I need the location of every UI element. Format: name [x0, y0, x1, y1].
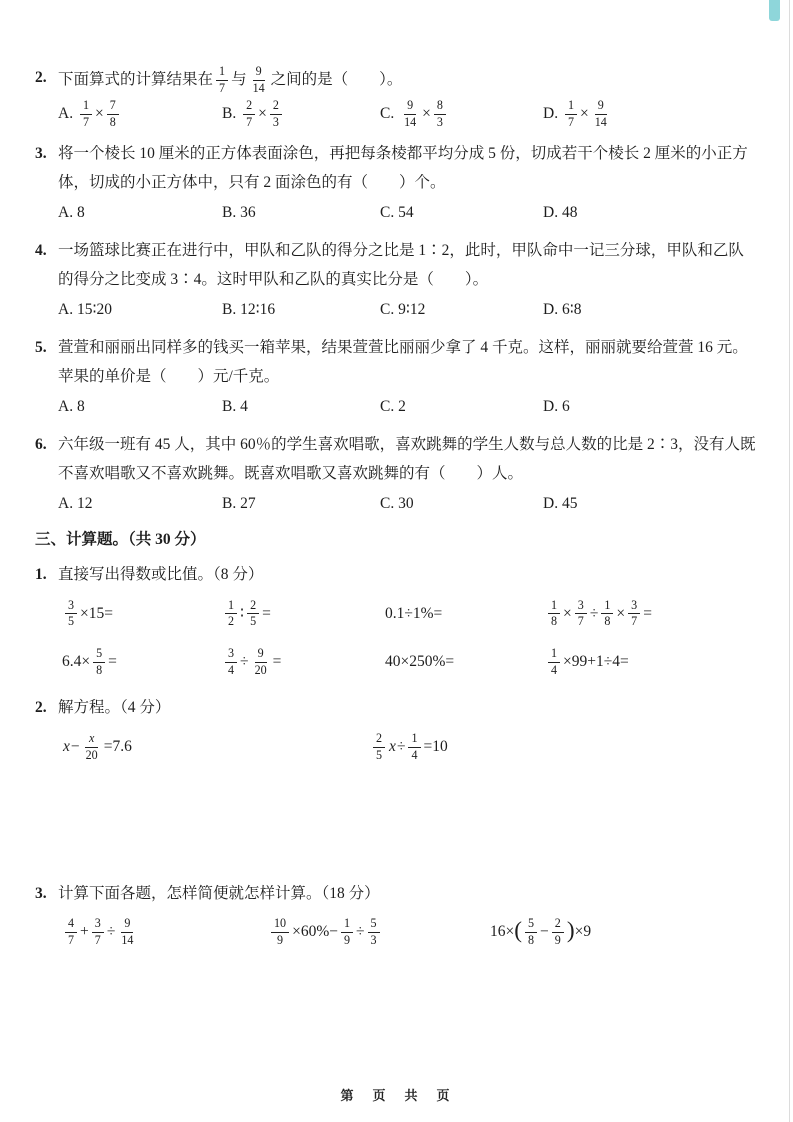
fraction: $\frac{3}{7}$ [628, 598, 640, 630]
question-3-number: 3. [35, 144, 47, 162]
fraction: $\frac{2}{3}$ [270, 98, 282, 130]
page-edge-line [789, 0, 790, 1122]
question-4 [35, 237, 759, 325]
question-5 [35, 334, 759, 422]
question-3-stem: 将一个棱长 10 厘米的正方体表面涂色，再把每条棱都平均分成 5 份，切成若干个棱长 2 厘米的小正方体，切成的小正方体中，只有 2 面涂色的有（ ）个。 [58, 144, 748, 191]
fraction: $\frac{1}{7}$ [80, 98, 92, 130]
mental-expr-8: $\frac{1}{4}$ ×99+1÷4= [545, 646, 759, 678]
fraction: $\frac{2}{9}$ [552, 916, 564, 948]
question-6-stem: 六年级一班有 45 人，其中 60％的学生喜欢唱歌，喜欢跳舞的学生人数与总人数的比是 2∶3，没有人既不喜欢唱歌又不喜欢跳舞。既喜欢唱歌又喜欢跳舞的有（ ）人。 [58, 435, 756, 482]
fraction: $\frac{2}{7}$ [243, 98, 255, 130]
question-2-number: 2. [35, 69, 47, 86]
fraction: $\frac{3}{5}$ [65, 598, 77, 630]
fraction: $\frac{10}{9}$ [271, 916, 289, 948]
simplify-expr-3: 16×( $\frac{5}{8}$ − $\frac{2}{9}$ )×9 [490, 916, 592, 948]
mental-expr-5: 6.4× $\frac{5}{8}$ = [62, 645, 117, 677]
question-2-option-a: A. $\frac{1}{7}$ × $\frac{7}{8}$ [58, 98, 222, 130]
question-3-option-a: A. 8 [58, 204, 85, 222]
equation-1: x− $\frac{x}{20}$ =7.6 [63, 731, 132, 762]
fraction: $\frac{9}{14}$ [252, 64, 265, 95]
mental-calc-grid [35, 598, 759, 679]
question-6 [35, 431, 759, 519]
question-6-option-c: C. 30 [380, 495, 414, 513]
question-6-option-b: B. 27 [222, 495, 256, 513]
equation-2: $\frac{2}{5}$ x÷ $\frac{1}{4}$ =10 [370, 731, 759, 763]
fraction: $\frac{8}{3}$ [434, 98, 446, 130]
calc-sub3-title [35, 882, 759, 907]
fraction: $\frac{5}{8}$ [93, 646, 105, 678]
fraction: $\frac{4}{7}$ [65, 916, 77, 948]
fraction: $\frac{5}{3}$ [368, 916, 380, 948]
blank-working-space [35, 764, 759, 882]
fraction: $\frac{9}{14}$ [404, 98, 417, 130]
question-5-options [58, 393, 759, 422]
fraction: $\frac{x}{20}$ [85, 731, 98, 762]
question-2 [35, 64, 759, 131]
question-4-number: 4. [35, 241, 47, 259]
simplify-expr-2: $\frac{10}{9}$ ×60%− $\frac{1}{9}$ ÷ $\frac{5}{3}$ [268, 916, 490, 948]
mental-expr-6: $\frac{3}{4}$ ÷ $\frac{9}{20}$ = [222, 646, 385, 678]
question-2-option-b: B. $\frac{2}{7}$ × $\frac{2}{3}$ [222, 98, 380, 130]
question-6-option-d: D. 45 [543, 495, 578, 513]
calc-sub1-number: 1. [35, 565, 47, 583]
calc-sub3-number: 3. [35, 884, 47, 902]
page-footer: 第 页 共 页 [340, 1088, 453, 1103]
calc-sub3-text: 计算下面各题，怎样简便就怎样计算。（18 分） [58, 884, 380, 902]
question-2-option-c: C. $\frac{9}{14}$ × $\frac{8}{3}$ [380, 98, 543, 130]
calc-sub1-title [35, 563, 759, 588]
fraction: $\frac{3}{4}$ [225, 646, 237, 678]
question-5-stem: 萱萱和丽丽出同样多的钱买一箱苹果，结果萱萱比丽丽少拿了 4 千克。这样，丽丽就要给萱萱 16 元。苹果的单价是（ ）元/千克。 [58, 338, 748, 385]
corner-tab-mark [769, 0, 780, 21]
fraction: $\frac{1}{4}$ [548, 646, 560, 678]
fraction: $\frac{1}{8}$ [601, 598, 613, 630]
question-2-stem: 下面算式的计算结果在 $\frac{1}{7}$ 与 $\frac{9}{14}$ 之间的是（ ）。 [58, 64, 403, 95]
question-4-stem: 一场篮球比赛正在进行中，甲队和乙队的得分之比是 1∶2，此时，甲队命中一记三分球，甲队和乙队的得分之比变成 3∶4。这时甲队和乙队的真实比分是（ ）。 [58, 241, 744, 288]
fraction: $\frac{9}{14}$ [121, 916, 134, 948]
fraction: $\frac{3}{7}$ [92, 916, 104, 948]
fraction: $\frac{3}{7}$ [575, 598, 587, 630]
fraction: $\frac{2}{5}$ [373, 731, 385, 763]
mental-expr-2: $\frac{1}{2}$ ∶ $\frac{2}{5}$ = [222, 598, 385, 630]
calc-sub1-text: 直接写出得数或比值。（8 分） [58, 565, 264, 583]
question-3 [35, 140, 759, 228]
fraction: $\frac{1}{9}$ [341, 916, 353, 948]
question-4-option-b: B. 12∶16 [222, 301, 276, 319]
equations-grid [35, 731, 759, 763]
fraction: $\frac{2}{5}$ [247, 598, 259, 630]
question-6-number: 6. [35, 435, 47, 453]
fraction: $\frac{1}{7}$ [565, 98, 577, 130]
fraction: $\frac{1}{4}$ [408, 731, 420, 763]
calc-sub2-title [35, 696, 759, 721]
fraction: $\frac{9}{14}$ [594, 98, 607, 130]
question-2-option-d: D. $\frac{1}{7}$ × $\frac{9}{14}$ [543, 98, 759, 130]
fraction: $\frac{7}{8}$ [107, 98, 119, 130]
question-6-option-a: A. 12 [58, 495, 93, 513]
question-5-number: 5. [35, 338, 47, 356]
fraction: $\frac{1}{8}$ [548, 598, 560, 630]
question-3-options [58, 199, 759, 228]
mental-expr-7: 40×250%= [385, 653, 455, 671]
fraction: $\frac{1}{7}$ [216, 64, 228, 96]
question-5-option-c: C. 2 [380, 398, 406, 416]
question-4-option-c: C. 9∶12 [380, 301, 426, 319]
fraction: $\frac{1}{2}$ [225, 598, 237, 630]
question-3-option-c: C. 54 [380, 204, 414, 222]
section-3-title: 三、计算题。（共 30 分） [35, 530, 206, 548]
fraction: $\frac{5}{8}$ [525, 916, 537, 948]
simplify-grid [35, 916, 759, 948]
question-5-option-b: B. 4 [222, 398, 248, 416]
calc-sub2-number: 2. [35, 699, 47, 717]
simplify-expr-1: $\frac{4}{7}$ + $\frac{3}{7}$ ÷ $\frac{9}{14}$ [62, 916, 268, 948]
mental-expr-1: $\frac{3}{5}$ ×15= [62, 598, 222, 630]
question-3-option-d: D. 48 [543, 204, 578, 222]
fraction: $\frac{9}{20}$ [254, 645, 267, 677]
question-4-options [58, 296, 759, 325]
question-5-option-a: A. 8 [58, 398, 85, 416]
question-6-options [58, 490, 759, 519]
calc-sub2-text: 解方程。（4 分） [58, 699, 171, 717]
question-4-option-d: D. 6∶8 [543, 301, 582, 319]
question-4-option-a: A. 15∶20 [58, 301, 112, 319]
question-3-option-b: B. 36 [222, 204, 256, 222]
mental-expr-4: $\frac{1}{8}$ × $\frac{3}{7}$ ÷ $\frac{1}{8}$ × $\frac{3}{7}$ = [545, 598, 759, 630]
question-5-option-d: D. 6 [543, 398, 570, 416]
question-2-options [58, 98, 759, 130]
mental-expr-3: 0.1÷1%= [385, 604, 443, 622]
